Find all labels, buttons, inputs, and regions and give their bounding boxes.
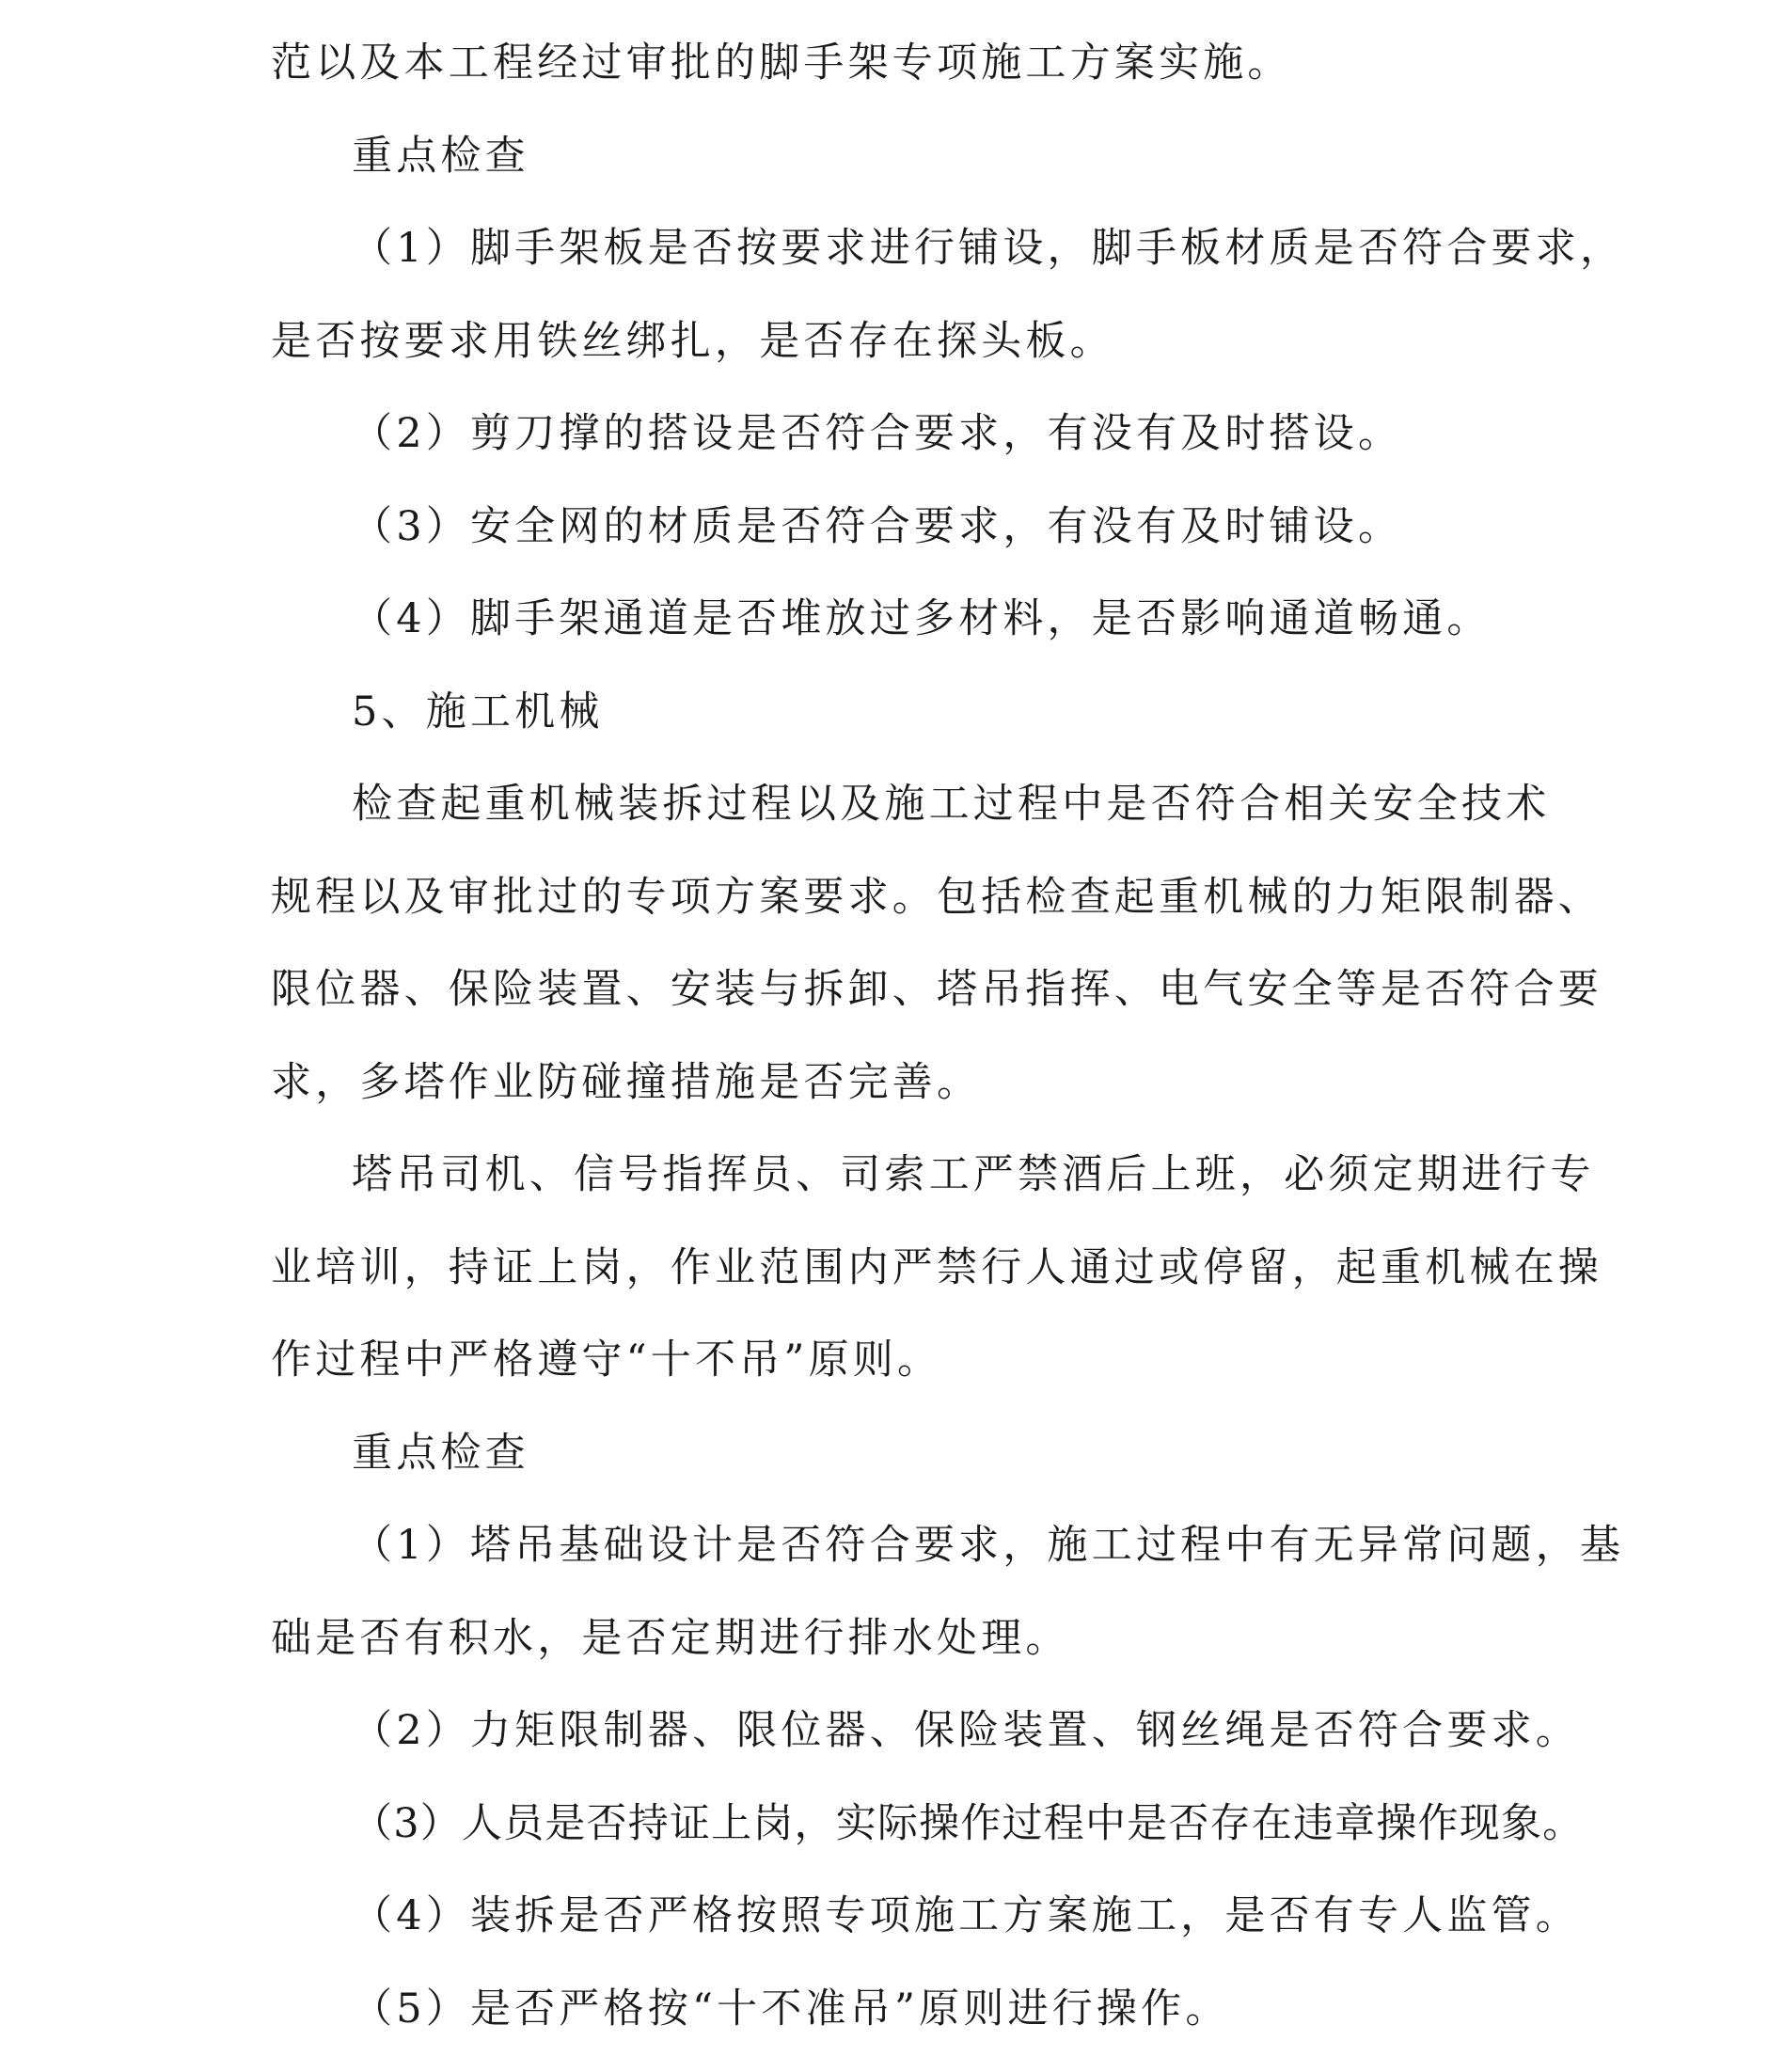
text-line-18: 础是否有积水，是否定期进行排水处理。 xyxy=(271,1614,1070,1662)
section-heading-key-checks: 重点检查 xyxy=(352,132,529,180)
text-line-21: （4）装拆是否严格按照专项施工方案施工，是否有专人监管。 xyxy=(352,1892,1580,1939)
text-line-17: （1）塔吊基础设计是否符合要求，施工过程中有无异常问题，基 xyxy=(352,1522,1625,1569)
text-line-7: （4）脚手架通道是否堆放过多材料，是否影响通道畅通。 xyxy=(352,595,1492,642)
text-line-14: 业培训，持证上岗，作业范围内严禁行人通过或停留，起重机械在操 xyxy=(271,1243,1602,1291)
text-line-12: 求，多塔作业防碰撞措施是否完善。 xyxy=(271,1058,982,1106)
section-heading-construction-machinery: 5、施工机械 xyxy=(352,688,604,735)
text-line-22: （5）是否严格按“十不准吊”原则进行操作。 xyxy=(352,1985,1230,2032)
text-line-6: （3）安全网的材质是否符合要求，有没有及时铺设。 xyxy=(352,502,1403,550)
text-line-4: 是否按要求用铁丝绑扎，是否存在探头板。 xyxy=(271,317,1114,365)
text-line-13: 塔吊司机、信号指挥员、司索工严禁酒后上班，必须定期进行专 xyxy=(352,1151,1595,1198)
text-line-5: （2）剪刀撑的搭设是否符合要求，有没有及时搭设。 xyxy=(352,410,1403,457)
document-body xyxy=(271,17,1625,2055)
text-line-9: 检查起重机械装拆过程以及施工过程中是否符合相关安全技术 xyxy=(352,781,1551,828)
text-line-1: 范以及本工程经过审批的脚手架专项施工方案实施。 xyxy=(271,40,1292,87)
text-line-20: （3）人员是否持证上岗，实际操作过程中是否存在违章操作现象。 xyxy=(352,1799,1585,1847)
text-line-11: 限位器、保险装置、安装与拆卸、塔吊指挥、电气安全等是否符合要 xyxy=(271,966,1602,1013)
text-line-10: 规程以及审批过的专项方案要求。包括检查起重机械的力矩限制器、 xyxy=(271,873,1602,921)
text-line-19: （2）力矩限制器、限位器、保险装置、钢丝绳是否符合要求。 xyxy=(352,1707,1580,1754)
text-line-3: （1）脚手架板是否按要求进行铺设，脚手板材质是否符合要求， xyxy=(352,225,1625,272)
text-line-15: 作过程中严格遵守“十不吊”原则。 xyxy=(271,1337,942,1384)
section-heading-key-checks-2: 重点检查 xyxy=(352,1429,529,1477)
